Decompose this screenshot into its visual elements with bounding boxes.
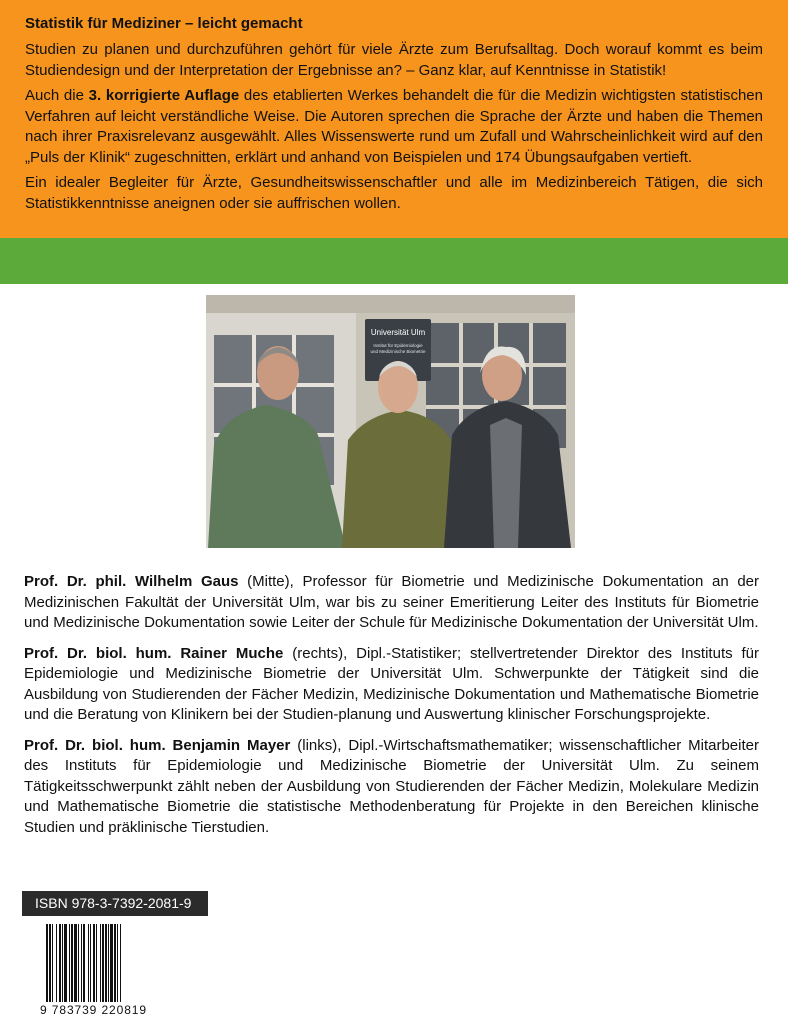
sign-line-1: Institut für Epidemiologie bbox=[373, 343, 423, 348]
author-bios bbox=[24, 572, 759, 848]
author-text: (links), Dipl.-Wirtschaftsmathematiker; wissenschaftlicher Mitarbeiter des Instituts für Epidemiologie und Medizinische Biometrie der Universität Ulm. Zu seinem Tätigkeitsschwerpunkt zählt neben der Ausbildung von Studierenden der Fächer Medizin, Molekulare Medizin und Mathematische Biometrie die statistische Methodenberatung für Projekte in den Bereichen klinische Studien und präklinische Tierstudien. bbox=[24, 736, 759, 836]
edition-text: des etablierten Werkes behandelt die für die Medizin wichtigsten statistischen Verfahren auf leicht verständliche Weise. Die Autoren sprechen die Sprache der Ärzte und haben die Themen nach ihrer Praxisrelevanz ausgewählt. Alles Wissenswerte rund um Zufall und Wahrscheinlichkeit wird auf den „Puls der Klinik“ zugeschnitten, erklärt und anhand von Beispielen und 174 Übungsaufgaben vertieft. bbox=[25, 87, 763, 166]
author-bio-gaus bbox=[24, 572, 759, 634]
authors-photo bbox=[206, 295, 575, 548]
audience-paragraph: Ein idealer Begleiter für Ärzte, Gesundheitswissenschaftler und alle im Medizinbereich Tätigen, die sich Statistikkenntnisse aneignen oder sie auffrischen wollen. bbox=[25, 174, 763, 212]
isbn-label: ISBN 978-3-7392-2081-9 bbox=[22, 891, 208, 916]
barcode-digits: 9 783739 220819 bbox=[40, 1003, 147, 1017]
author-name: Prof. Dr. phil. Wilhelm Gaus bbox=[24, 573, 239, 590]
edition-prefix: Auch die bbox=[25, 87, 89, 104]
green-divider-band bbox=[0, 238, 788, 284]
author-text: (rechts), Dipl.-Statistiker; stellvertretender Direktor des Instituts für Epidemiologie und Medizinische Biometrie der Universität Ulm. Schwerpunkte der Tätigkeit sind die Ausbildung von Studierenden der Fächer Medizin, Medizinische Dokumentation und Mathematische Biometrie und die Beratung von Klinikern bei der Studien-planung und Auswertung klinischer Forschungsprojekte. bbox=[24, 644, 759, 723]
author-name: Prof. Dr. biol. hum. Benjamin Mayer bbox=[24, 736, 291, 754]
intro-paragraph: Studien zu planen und durchzuführen gehört für viele Ärzte zum Berufsalltag. Doch worauf kommt es beim Studiendesign und der Interpretation der Ergebnisse an? – Ganz klar, auf Kenntnisse in Statistik! bbox=[25, 41, 763, 79]
author-bio-muche bbox=[24, 644, 759, 726]
author-bio-mayer bbox=[24, 736, 759, 839]
sign-title: Universität Ulm bbox=[370, 328, 426, 337]
author-name: Prof. Dr. biol. hum. Rainer Muche bbox=[24, 644, 284, 662]
author-text: (Mitte), Professor für Biometrie und Medizinische Dokumentation an der Medizinischen Fakultät der Universität Ulm, war bis zu seiner Emeritierung Leiter des Instituts für Biometrie und Medizinische Dokumentation sowie Leiter der Schule für Medizinische Dokumentation der Universität Ulm. bbox=[24, 573, 759, 631]
description-panel bbox=[0, 0, 788, 238]
book-title: Statistik für Mediziner – leicht gemacht bbox=[25, 15, 303, 32]
edition-highlight: 3. korrigierte Auflage bbox=[88, 87, 240, 104]
sign-line-2: und Medizinische Biometrie bbox=[370, 349, 426, 354]
edition-paragraph bbox=[25, 86, 763, 168]
